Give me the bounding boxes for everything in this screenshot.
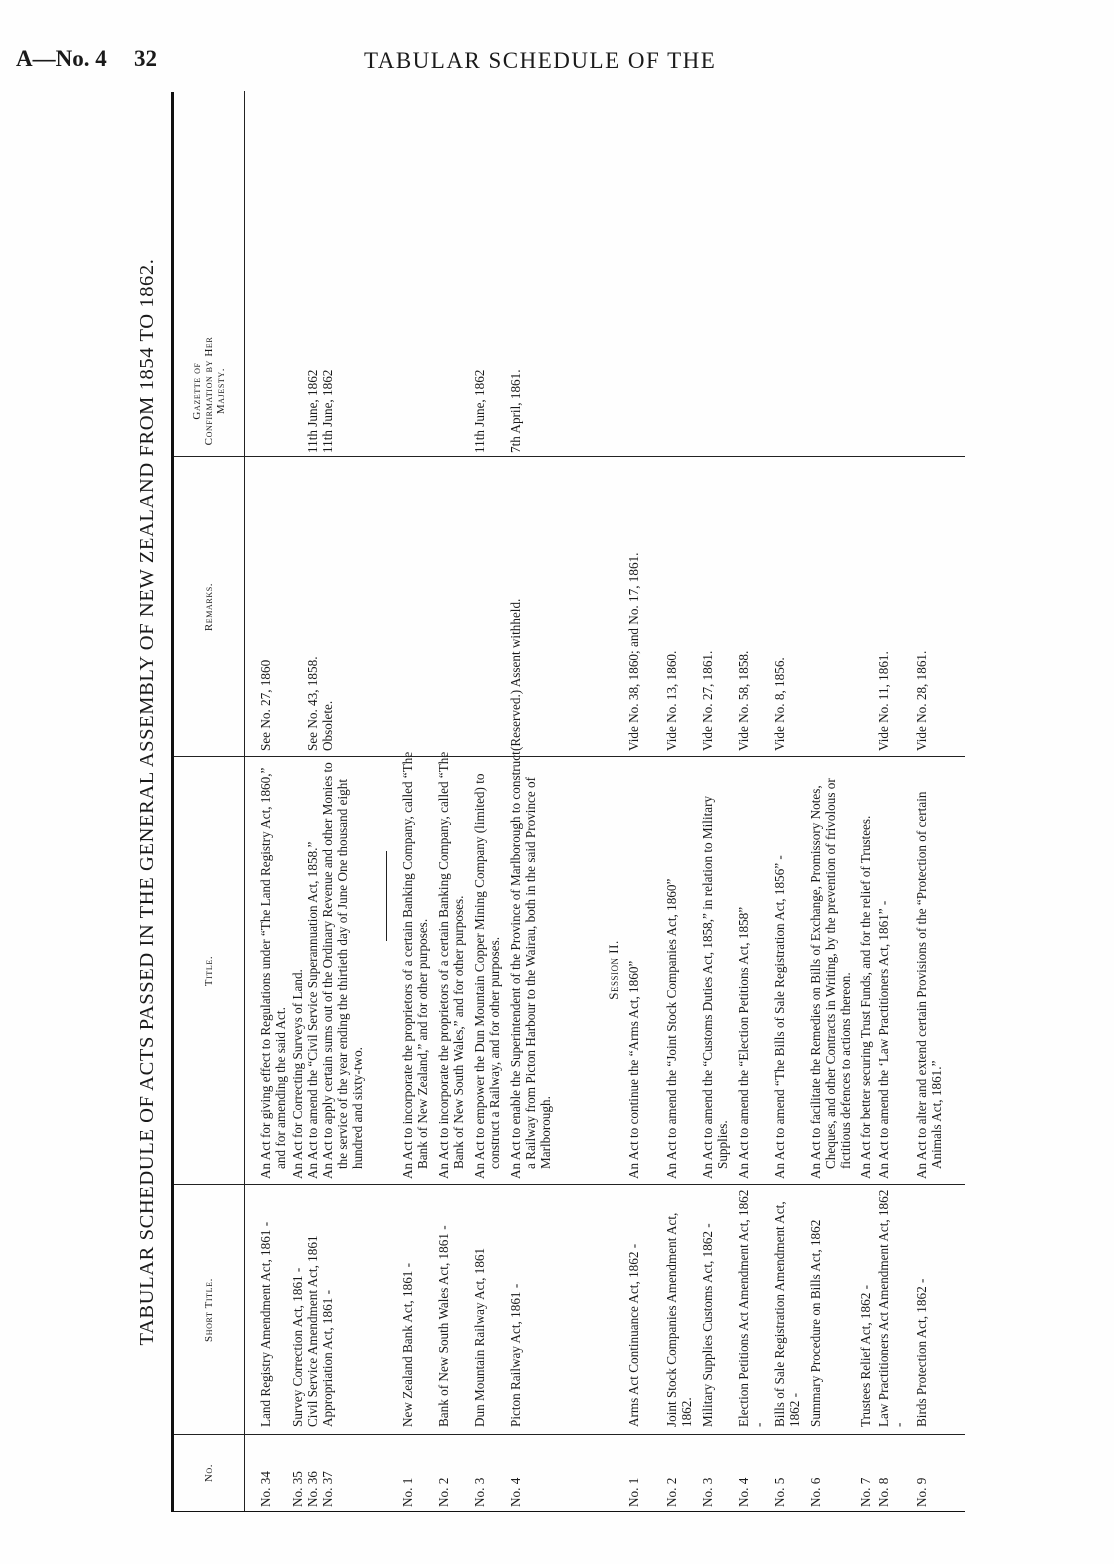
col-header-short-title: Short Title. <box>203 1278 215 1342</box>
row-title: An Act to empower the Dun Mountain Copper Mining Company (limited) to construct a Railway, and for other purposes. <box>472 773 502 1179</box>
row-remarks: Vide No. 13, 1860. <box>664 650 679 751</box>
row-short-title: Dun Mountain Railway Act, 1861 <box>472 1247 487 1427</box>
row-no: No. 2 <box>436 1477 451 1507</box>
row-title: An Act to amend the “Customs Duties Act, 1858,” in relation to Military Supplies. <box>700 795 730 1179</box>
row-remarks: Vide No. 27, 1861. <box>700 650 715 751</box>
row-no: No. 6 <box>808 1477 823 1507</box>
row-remarks: Vide No. 58, 1858. <box>736 650 751 751</box>
row-no: No. 4 <box>508 1477 523 1507</box>
row-title: An Act to amend the ‘Law Practitioners Act, 1861” - <box>876 900 891 1179</box>
row-short-title: Arms Act Continuance Act, 1862 - <box>626 1243 641 1427</box>
row-no: No. 3 <box>472 1477 487 1507</box>
running-title: TABULAR SCHEDULE OF THE <box>364 48 717 73</box>
row-no: No. 34 <box>258 1471 273 1507</box>
row-no: No. 3 <box>700 1477 715 1507</box>
row-gazette: 11th June, 1862 <box>472 369 487 453</box>
col-header-remarks: Remarks. <box>203 582 215 632</box>
row-no: No. 1 <box>400 1477 415 1507</box>
row-title: An Act to amend the “Civil Service Superannuation Act, 1858.” <box>305 841 320 1179</box>
row-remarks: Vide No. 28, 1861. <box>914 650 929 751</box>
row-title: An Act to amend the “Election Petitions Act, 1858” <box>736 906 751 1179</box>
row-title: An Act to enable the Superintendent of the Province of Marlborough to construct a Railway from Picton Harbour to the Wairau, both in the said Province of Marlborough. <box>508 751 553 1179</box>
col-header-no: No. <box>203 1463 215 1483</box>
row-no: No. 7 <box>858 1477 873 1507</box>
row-title: An Act to apply certain sums out of the Ordinary Revenue and other Monies to the service of the year ending the thirtieth day of June One thousand eight hundred and sixty-two. <box>320 762 365 1179</box>
row-title: An Act to alter and extend certain Provisions of the “Protection of certain Animals Act, 1861.” <box>914 791 944 1179</box>
page-header <box>16 38 1096 78</box>
row-short-title: Law Practitioners Act Amendment Act, 1862 - <box>876 1189 906 1427</box>
row-short-title: Appropriation Act, 1861 - <box>320 1290 335 1427</box>
row-remarks: Vide No. 38, 1860; and No. 17, 1861. <box>626 552 641 751</box>
rotated-schedule <box>125 92 965 1512</box>
header-rule <box>244 91 245 1511</box>
row-gazette: 7th April, 1861. <box>508 369 523 453</box>
row-title: An Act for better securing Trust Funds, and for the relief of Trustees. <box>858 815 873 1179</box>
row-no: No. 9 <box>914 1477 929 1507</box>
column-rule <box>174 1184 965 1185</box>
row-short-title: Birds Protection Act, 1862 - <box>914 1278 929 1427</box>
row-short-title: New Zealand Bank Act, 1861 - <box>400 1262 415 1427</box>
session-heading: Session II. <box>606 940 621 1000</box>
row-remarks: (Reserved.) Assent withheld. <box>508 598 523 751</box>
row-remarks: Vide No. 11, 1861. <box>876 651 891 751</box>
table-title: TABULAR SCHEDULE OF ACTS PASSED IN THE GENERAL ASSEMBLY OF NEW ZEALAND FROM 1854 TO 1862. <box>136 258 158 1346</box>
row-remarks: Vide No. 8, 1856. <box>772 657 787 751</box>
document-reference: A—No. 4 <box>16 46 107 71</box>
row-short-title: Bills of Sale Registration Amendment Act, 1862 - <box>772 1201 802 1427</box>
row-no: No. 2 <box>664 1477 679 1507</box>
row-title: An Act for Correcting Surveys of Land. <box>290 969 305 1179</box>
row-gazette: 11th June, 1862 <box>320 369 335 453</box>
row-short-title: Land Registry Amendment Act, 1861 - <box>258 1221 273 1427</box>
row-short-title: Trustees Relief Act, 1862 - <box>858 1285 873 1427</box>
row-remarks: Obsolete. <box>320 700 335 751</box>
row-no: No. 4 <box>736 1477 751 1507</box>
col-header-title: Title. <box>203 955 215 987</box>
section-divider <box>386 851 387 941</box>
page-number: 32 <box>134 46 157 71</box>
row-remarks: See No. 27, 1860 <box>258 659 273 751</box>
acts-table <box>171 92 965 1512</box>
row-no: No. 8 <box>876 1477 891 1507</box>
row-title: An Act to incorporate the proprietors of a certain Banking Company, called “The Bank of New South Wales,” and for other purposes. <box>436 751 466 1179</box>
row-title: An Act to incorporate the proprietors of a certain Banking Company, called “The Bank of New Zealand,” and for other purposes. <box>400 751 430 1179</box>
row-no: No. 37 <box>320 1471 335 1507</box>
row-gazette: 11th June, 1862 <box>305 369 320 453</box>
row-short-title: Joint Stock Companies Amendment Act, 1862. <box>664 1212 694 1427</box>
row-short-title: Picton Railway Act, 1861 - <box>508 1283 523 1427</box>
column-rule <box>174 1434 965 1435</box>
row-short-title: Civil Service Amendment Act, 1861 <box>305 1235 320 1427</box>
row-no: No. 1 <box>626 1477 641 1507</box>
col-header-gazette: Gazette of Confirmation by Her Majesty. <box>191 336 227 446</box>
row-short-title: Bank of New South Wales Act, 1861 - <box>436 1225 451 1427</box>
row-title: An Act to facilitate the Remedies on Bills of Exchange, Promissory Notes, Cheques, and other Contracts in Writing, by the prevention of frivolous or fictitious defences to actions thereon. <box>808 778 853 1179</box>
row-title: An Act to amend the “Joint Stock Companies Act, 1860” <box>664 878 679 1179</box>
row-short-title: Election Petitions Act Amendment Act, 1862 - <box>736 1189 766 1427</box>
row-remarks: See No. 43, 1858. <box>305 656 320 751</box>
row-short-title: Survey Correction Act, 1861 - <box>290 1267 305 1427</box>
row-no: No. 35 <box>290 1471 305 1507</box>
row-short-title: Military Supplies Customs Act, 1862 - <box>700 1223 715 1427</box>
row-title: An Act to continue the “Arms Act, 1860” <box>626 960 641 1179</box>
row-short-title: Summary Procedure on Bills Act, 1862 <box>808 1219 823 1427</box>
row-no: No. 36 <box>305 1471 320 1507</box>
row-no: No. 5 <box>772 1477 787 1507</box>
column-rule <box>174 456 965 457</box>
row-title: An Act to amend “The Bills of Sale Registration Act, 1856” - <box>772 855 787 1179</box>
row-title: An Act for giving effect to Regulations under “The Land Registry Act, 1860,” and for amending the said Act. <box>258 767 288 1179</box>
